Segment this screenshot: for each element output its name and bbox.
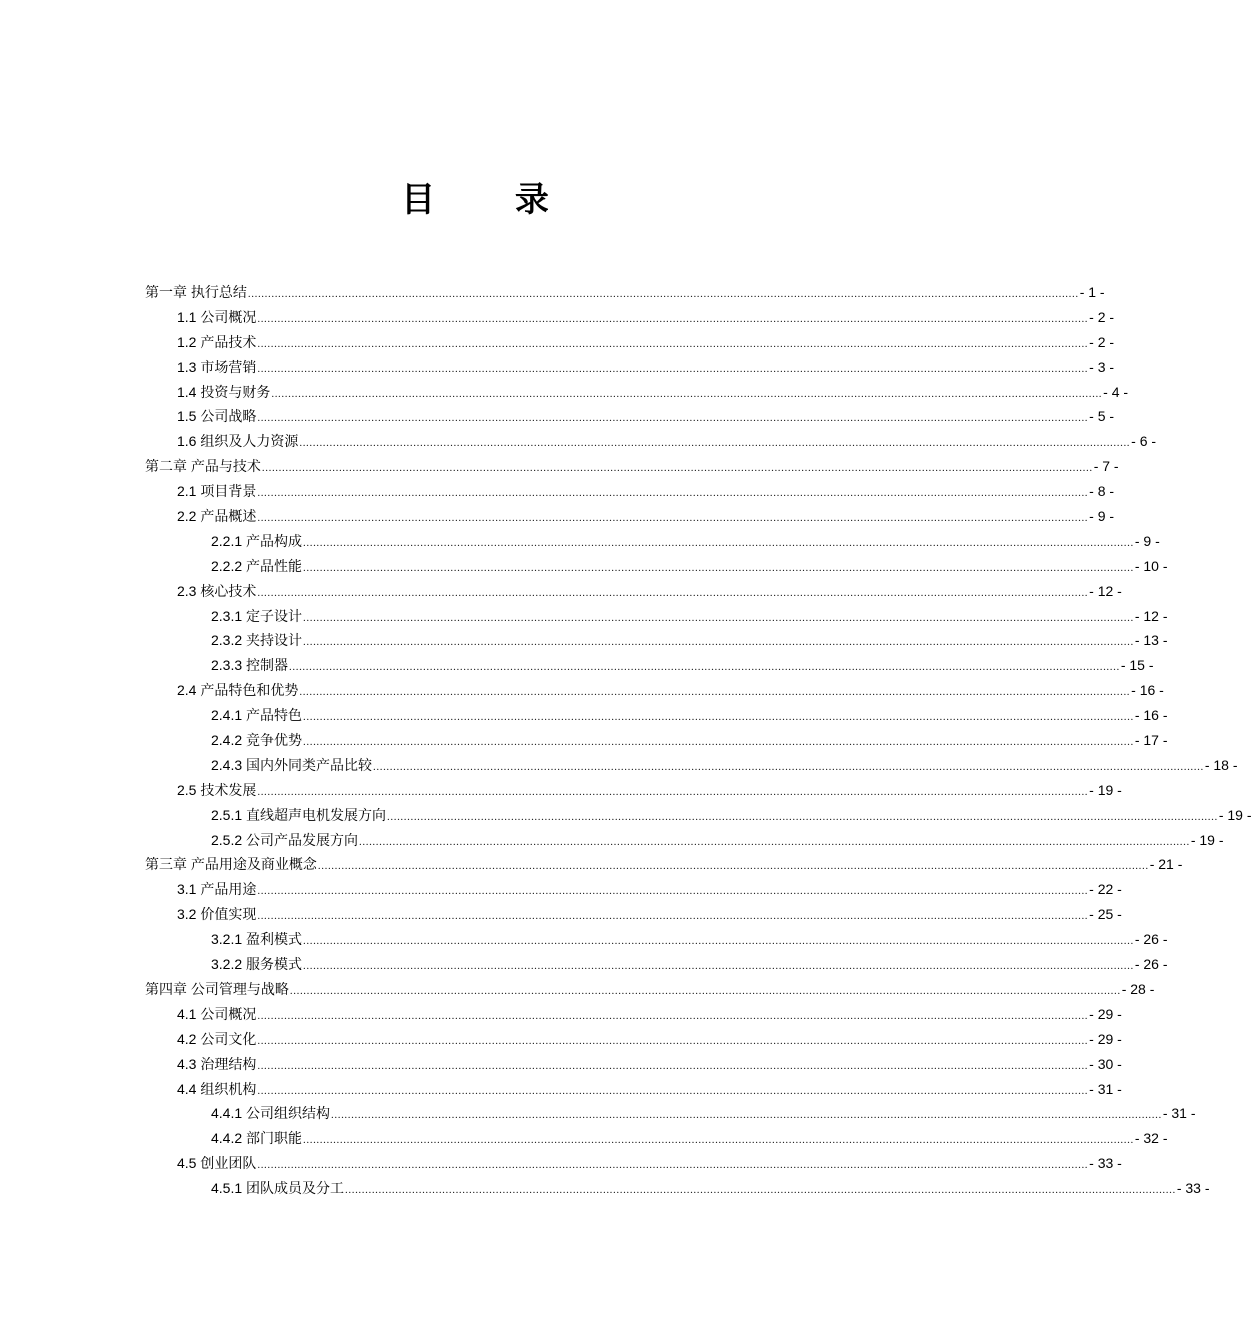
toc-entry-label: 1.5 公司战略 [177, 408, 257, 425]
toc-entry[interactable] [145, 305, 1115, 330]
toc-entry[interactable] [145, 927, 1168, 952]
toc-page-number: - 19 - [1190, 831, 1224, 848]
toc-entry[interactable] [145, 529, 1160, 554]
toc-page-number: - 16 - [1131, 682, 1164, 699]
toc-entry-label: 2.3.3 控制器 [211, 657, 289, 674]
toc-entry-label: 1.2 产品技术 [177, 333, 257, 350]
toc-entry[interactable] [145, 604, 1168, 629]
toc-entry-label: 2.2.2 产品性能 [211, 557, 303, 574]
toc-entry[interactable] [145, 330, 1115, 355]
toc-page-number: - 26 - [1134, 956, 1168, 973]
toc-dot-leader: ........................................................................................................................................................................................................................................................ [257, 910, 1089, 923]
toc-dot-leader: ........................................................................................................................................................................................................................................................ [303, 536, 1134, 549]
toc-entry-label: 2.4.1 产品特色 [211, 707, 303, 724]
toc-dot-leader: ........................................................................................................................................................................................................................................................ [345, 1184, 1176, 1197]
toc-page-number: - 15 - [1120, 657, 1154, 674]
toc-page-number: - 19 - [1089, 781, 1122, 798]
toc-entry-label: 第二章 产品与技术 [145, 458, 261, 475]
toc-entry-label: 4.4 组织机构 [177, 1080, 257, 1097]
toc-page-number: - 25 - [1089, 906, 1122, 923]
toc-dot-leader: ........................................................................................................................................................................................................................................................ [289, 661, 1120, 674]
toc-entry-label: 2.1 项目背景 [177, 483, 257, 500]
toc-entry-label: 1.3 市场营销 [177, 358, 257, 375]
toc-entry-label: 4.1 公司概况 [177, 1005, 257, 1022]
toc-entry[interactable] [145, 778, 1122, 803]
toc-entry-label: 2.5.2 公司产品发展方向 [211, 831, 359, 848]
toc-page-number: - 8 - [1089, 483, 1115, 500]
toc-dot-leader: ........................................................................................................................................................................................................................................................ [303, 636, 1134, 649]
toc-entry[interactable] [145, 753, 1238, 778]
toc-dot-leader: ........................................................................................................................................................................................................................................................ [257, 337, 1089, 350]
toc-entry[interactable] [145, 902, 1122, 927]
toc-entry-label: 3.2.1 盈利模式 [211, 931, 303, 948]
toc-entry[interactable] [145, 1176, 1210, 1201]
toc-entry[interactable] [145, 1077, 1122, 1102]
toc-entry-label: 1.4 投资与财务 [177, 383, 271, 400]
toc-dot-leader: ........................................................................................................................................................................................................................................................ [299, 437, 1131, 450]
toc-entry[interactable] [145, 579, 1122, 604]
toc-entry-label: 3.2.2 服务模式 [211, 956, 303, 973]
toc-entry-label: 2.4.3 国内外同类产品比较 [211, 756, 373, 773]
toc-entry-label: 4.5 创业团队 [177, 1155, 257, 1172]
toc-dot-leader: ........................................................................................................................................................................................................................................................ [257, 586, 1089, 599]
toc-entry[interactable] [145, 678, 1164, 703]
toc-dot-leader: ........................................................................................................................................................................................................................................................ [317, 860, 1149, 873]
toc-dot-leader: ........................................................................................................................................................................................................................................................ [303, 561, 1134, 574]
toc-entry-label: 第一章 执行总结 [145, 284, 247, 300]
toc-dot-leader: ........................................................................................................................................................................................................................................................ [257, 1159, 1089, 1172]
toc-page-number: - 31 - [1089, 1080, 1122, 1097]
toc-page-number: - 3 - [1089, 358, 1115, 375]
toc-entry[interactable] [145, 380, 1129, 405]
toc-page-number: - 5 - [1089, 408, 1115, 425]
toc-dot-leader: ........................................................................................................................................................................................................................................................ [303, 935, 1134, 948]
toc-entry[interactable] [145, 803, 1252, 828]
toc-page-number: - 26 - [1134, 931, 1168, 948]
toc-dot-leader: ........................................................................................................................................................................................................................................................ [257, 1034, 1089, 1047]
toc-entry[interactable] [145, 728, 1168, 753]
toc-page-number: - 21 - [1149, 856, 1183, 873]
toc-page-number: - 9 - [1089, 508, 1115, 525]
toc-entry[interactable] [145, 1101, 1196, 1126]
toc-entry-label: 2.4 产品特色和优势 [177, 682, 299, 699]
toc-dot-leader: ........................................................................................................................................................................................................................................................ [271, 387, 1103, 400]
toc-entry-label: 1.1 公司概况 [177, 308, 257, 325]
toc-entry[interactable] [145, 454, 1119, 479]
toc-page-number: - 13 - [1134, 632, 1168, 649]
toc-page-number: - 32 - [1134, 1130, 1168, 1147]
toc-dot-leader: ........................................................................................................................................................................................................................................................ [289, 984, 1121, 997]
toc-page-number: - 16 - [1134, 707, 1168, 724]
toc-dot-leader: ........................................................................................................................................................................................................................................................ [303, 960, 1134, 973]
toc-dot-leader: ........................................................................................................................................................................................................................................................ [331, 1109, 1162, 1122]
table-of-contents [145, 280, 1252, 1201]
toc-entry[interactable] [145, 828, 1224, 853]
toc-page-number: - 31 - [1162, 1105, 1196, 1122]
toc-entry[interactable] [145, 280, 1105, 305]
toc-page-number: - 9 - [1134, 532, 1160, 549]
toc-page-number: - 7 - [1093, 458, 1119, 475]
toc-entry-label: 4.5.1 团队成员及分工 [211, 1180, 345, 1197]
toc-page-number: - 33 - [1176, 1180, 1210, 1197]
toc-entry[interactable] [145, 852, 1183, 877]
toc-entry-label: 2.5 技术发展 [177, 781, 257, 798]
toc-dot-leader: ........................................................................................................................................................................................................................................................ [257, 512, 1089, 525]
toc-entry-label: 4.3 治理结构 [177, 1055, 257, 1072]
toc-entry[interactable] [145, 504, 1115, 529]
toc-entry[interactable] [145, 404, 1115, 429]
toc-entry[interactable] [145, 355, 1115, 380]
toc-entry-label: 4.2 公司文化 [177, 1030, 257, 1047]
toc-dot-leader: ........................................................................................................................................................................................................................................................ [257, 1059, 1089, 1072]
toc-dot-leader: ........................................................................................................................................................................................................................................................ [373, 760, 1204, 773]
toc-dot-leader: ........................................................................................................................................................................................................................................................ [303, 1134, 1134, 1147]
toc-dot-leader: ........................................................................................................................................................................................................................................................ [387, 810, 1218, 823]
toc-page-number: - 2 - [1089, 333, 1115, 350]
toc-entry-label: 4.4.2 部门职能 [211, 1130, 303, 1147]
document-title: 目 录 [401, 180, 583, 220]
toc-dot-leader: ........................................................................................................................................................................................................................................................ [303, 611, 1134, 624]
toc-dot-leader: ........................................................................................................................................................................................................................................................ [303, 711, 1134, 724]
toc-page-number: - 1 - [1079, 284, 1105, 300]
toc-dot-leader: ........................................................................................................................................................................................................................................................ [257, 885, 1089, 898]
toc-dot-leader: ........................................................................................................................................................................................................................................................ [257, 487, 1089, 500]
toc-page-number: - 18 - [1204, 756, 1238, 773]
toc-entry[interactable] [145, 977, 1155, 1002]
toc-entry[interactable] [145, 703, 1168, 728]
toc-entry[interactable] [145, 1126, 1168, 1151]
toc-dot-leader: ........................................................................................................................................................................................................................................................ [359, 835, 1190, 848]
toc-page-number: - 29 - [1089, 1030, 1122, 1047]
toc-entry[interactable] [145, 653, 1154, 678]
toc-entry[interactable] [145, 1052, 1122, 1077]
toc-page-number: - 12 - [1134, 607, 1168, 624]
toc-dot-leader: ........................................................................................................................................................................................................................................................ [257, 785, 1089, 798]
toc-dot-leader: ........................................................................................................................................................................................................................................................ [247, 288, 1079, 300]
toc-entry[interactable] [145, 877, 1122, 902]
toc-entry-label: 2.2.1 产品构成 [211, 532, 303, 549]
toc-entry[interactable] [145, 628, 1168, 653]
toc-dot-leader: ........................................................................................................................................................................................................................................................ [299, 686, 1131, 699]
toc-page-number: - 19 - [1218, 806, 1252, 823]
toc-entry[interactable] [145, 952, 1168, 977]
toc-page-number: - 12 - [1089, 582, 1122, 599]
toc-entry-label: 第三章 产品用途及商业概念 [145, 856, 317, 873]
toc-dot-leader: ........................................................................................................................................................................................................................................................ [257, 1084, 1089, 1097]
toc-entry-label: 2.5.1 直线超声电机发展方向 [211, 806, 387, 823]
toc-entry[interactable] [145, 429, 1157, 454]
toc-dot-leader: ........................................................................................................................................................................................................................................................ [257, 362, 1089, 375]
toc-entry-label: 4.4.1 公司组织结构 [211, 1105, 331, 1122]
toc-page-number: - 6 - [1131, 433, 1157, 450]
toc-page-number: - 22 - [1089, 881, 1122, 898]
toc-page-number: - 2 - [1089, 308, 1115, 325]
toc-entry-label: 第四章 公司管理与战略 [145, 980, 289, 997]
toc-entry-label: 3.1 产品用途 [177, 881, 257, 898]
toc-entry-label: 2.3 核心技术 [177, 582, 257, 599]
toc-page-number: - 28 - [1121, 980, 1155, 997]
toc-dot-leader: ........................................................................................................................................................................................................................................................ [257, 312, 1089, 325]
toc-entry-label: 2.3.2 夹持设计 [211, 632, 303, 649]
toc-dot-leader: ........................................................................................................................................................................................................................................................ [303, 736, 1134, 749]
toc-entry-label: 1.6 组织及人力资源 [177, 433, 299, 450]
toc-entry[interactable] [145, 1002, 1122, 1027]
toc-page-number: - 33 - [1089, 1155, 1122, 1172]
toc-entry[interactable] [145, 1151, 1122, 1176]
toc-entry-label: 2.3.1 定子设计 [211, 607, 303, 624]
toc-dot-leader: ........................................................................................................................................................................................................................................................ [257, 412, 1089, 425]
toc-entry-label: 2.2 产品概述 [177, 508, 257, 525]
toc-page-number: - 29 - [1089, 1005, 1122, 1022]
toc-page-number: - 30 - [1089, 1055, 1122, 1072]
toc-entry[interactable] [145, 554, 1168, 579]
toc-entry[interactable] [145, 479, 1115, 504]
toc-entry-label: 3.2 价值实现 [177, 906, 257, 923]
toc-dot-leader: ........................................................................................................................................................................................................................................................ [261, 462, 1093, 475]
toc-page-number: - 17 - [1134, 732, 1168, 749]
toc-page-number: - 10 - [1134, 557, 1168, 574]
toc-dot-leader: ........................................................................................................................................................................................................................................................ [257, 1009, 1089, 1022]
toc-page-number: - 4 - [1103, 383, 1129, 400]
toc-entry-label: 2.4.2 竞争优势 [211, 732, 303, 749]
toc-entry[interactable] [145, 1027, 1122, 1052]
